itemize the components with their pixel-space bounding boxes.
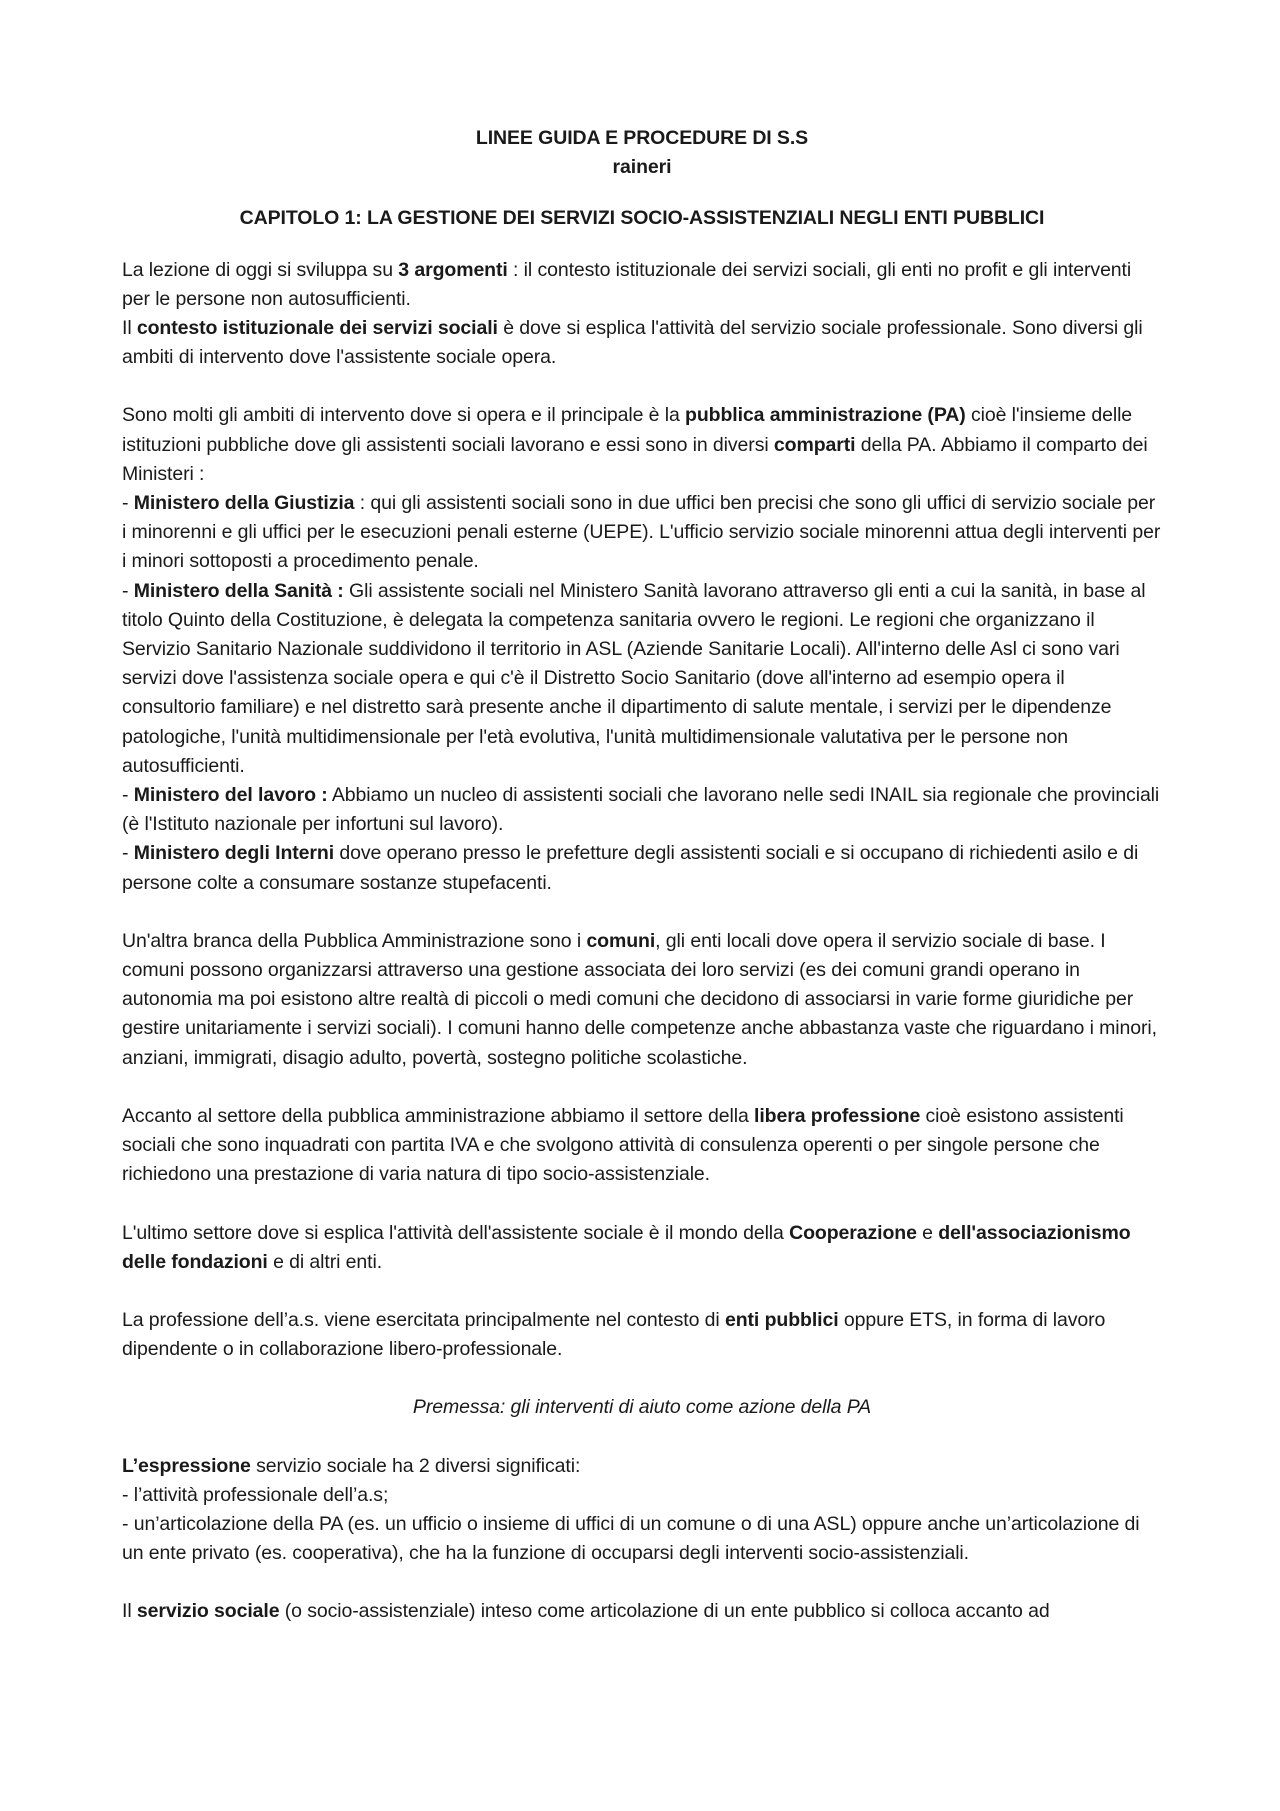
bold-text-run: enti pubblici	[724, 1308, 839, 1331]
paragraph-libera-professione	[122, 1102, 1162, 1190]
text-run: Gli assistente sociali nel Ministero Sanità lavorano attraverso gli enti a cui la sanità, in base al titolo Quinto della Costituzione, è delegata la competenza sanitaria ovvero le regioni. Le regioni che organizzano il Servizio Sanitario Nazionale suddividono il territorio in ASL (Aziende Sanitarie Locali). All'interno delle Asl ci sono vari servizi dove l'assistenza sociale opera e qui c'è il Distretto Socio Sanitario (dove all'interno ad esempio opera il consultorio familiare) e nel distretto sarà presente anche il dipartimento di salute mentale, i servizi per le dipendenze patologiche, l'unità multidimensionale per l'età evolutiva, l'unità multidimensionale valutativa per le persone non autosufficienti.	[122, 579, 1146, 777]
bold-text-run: comparti	[773, 433, 856, 456]
bold-text-run: 3 argomenti	[398, 258, 508, 281]
paragraph-cooperazione	[122, 1219, 1162, 1277]
text-run: dove operano presso le prefetture degli assistenti sociali e si occupano di richiedenti asilo e di persone colte a consumare sostanze stupefacenti.	[122, 842, 1139, 894]
text-run: Abbiamo un nucleo di assistenti sociali che lavorano nelle sedi INAIL sia regionale che provinciali (è l'Istituto nazionale per infortuni sul lavoro).	[122, 784, 1160, 836]
text-run: Un'altra branca della Pubblica Amministrazione sono i	[122, 929, 587, 952]
paragraph-espressione	[122, 1452, 1162, 1569]
spacer	[122, 1568, 1162, 1597]
text-run: servizio sociale ha 2 diversi significati:	[250, 1454, 581, 1477]
text-run: è dove si esplica l'attività del servizio sociale professionale. Sono diversi gli ambiti di intervento dove l'assistente sociale opera.	[122, 317, 1143, 369]
text-run: , gli enti locali dove opera il servizio sociale di base. I comuni possono organizzarsi attraverso una gestione associata dei loro servizi (es dei comuni grandi operano in autonomia ma poi esistono altre realtà di piccoli o medi comuni che decidono di associarsi in varie forme giuridiche per gestire unitariamente i servizi sociali). I comuni hanno delle competenze anche abbastanza vaste che riguardano i minori, anziani, immigrati, disagio adulto, povertà, sostegno politiche scolastiche.	[122, 929, 1157, 1069]
bold-text-run: pubblica amministrazione (PA)	[685, 404, 966, 427]
text-run: - un’articolazione della PA (es. un ufficio o insieme di uffici di un comune o di una ASL) oppure anche un’articolazione di un ente privato (es. cooperativa), che ha la funzione di occuparsi degli interventi socio-assistenziali.	[122, 1512, 1140, 1565]
document-page	[122, 124, 1162, 1627]
text-run: -	[122, 784, 134, 807]
text-run: L'ultimo settore dove si esplica l'attività dell'assistente sociale è il mondo della	[122, 1221, 790, 1244]
text-run: La professione dell’a.s. viene esercitata principalmente nel contesto di	[122, 1308, 725, 1331]
text-run: Accanto al settore della pubblica amministrazione abbiamo il settore della	[122, 1104, 755, 1127]
text-run: cioè esistono assistenti sociali che sono inquadrati con partita IVA e che svolgono attività di consulenza operenti o per singole persone che richiedono una prestazione di varia natura di tipo socio-assistenziale.	[122, 1104, 1124, 1186]
document-author: raineri	[612, 156, 672, 179]
text-run: -	[122, 842, 134, 865]
text-run: Il	[122, 317, 137, 340]
bold-text-run: Ministero della Sanità :	[133, 579, 344, 602]
paragraph-comuni	[122, 927, 1162, 1073]
text-run: -	[122, 579, 134, 602]
bold-text-run: comuni	[586, 929, 656, 952]
text-run: La lezione di oggi si sviluppa su	[122, 258, 399, 281]
bold-text-run: Ministero del lavoro :	[133, 784, 328, 807]
text-run: della PA. Abbiamo il comparto dei Ministeri :	[122, 433, 1148, 485]
text-run: - l’attività professionale dell’a.s;	[122, 1483, 389, 1506]
text-run: Sono molti gli ambiti di intervento dove si opera e il principale è la	[122, 404, 686, 427]
text-run: (o socio-assistenziale) inteso come articolazione di un ente pubblico si colloca accanto ad	[279, 1600, 1050, 1623]
bold-text-run: L’espressione	[122, 1454, 251, 1477]
spacer	[122, 898, 1162, 927]
text-run: Il	[122, 1600, 137, 1623]
bold-text-run: Ministero della Giustizia	[133, 492, 355, 515]
spacer	[122, 1364, 1162, 1393]
text-run: : qui gli assistenti sociali sono in due uffici ben precisi che sono gli uffici di servizio sociale per i minorenni e gli uffici per le esecuzioni penali esterne (UEPE). L'ufficio servizio sociale minorenni attua degli interventi per i minori sottoposti a procedimento penale.	[122, 492, 1161, 573]
bold-text-run: Cooperazione	[789, 1221, 917, 1244]
text-run: e di altri enti.	[267, 1250, 383, 1273]
text-run: -	[122, 492, 134, 515]
paragraph-servizio-sociale	[122, 1597, 1162, 1626]
document-title: LINEE GUIDA E PROCEDURE DI S.S	[475, 127, 809, 149]
spacer	[122, 1423, 1162, 1452]
spacer	[122, 1277, 1162, 1306]
paragraph-professione	[122, 1306, 1162, 1364]
bold-text-run: dell'associazionismo delle fondazioni	[122, 1221, 1131, 1273]
spacer	[122, 1190, 1162, 1219]
text-run: oppure ETS, in forma di lavoro dipendente o in collaborazione libero-professionale.	[122, 1308, 1106, 1361]
spacer	[122, 234, 1162, 256]
spacer	[122, 372, 1162, 401]
text-run: : il contesto istituzionale dei servizi sociali, gli enti no profit e gli interventi per le persone non autosufficienti.	[122, 258, 1132, 310]
bold-text-run: libera professione	[754, 1104, 921, 1127]
bold-text-run: servizio sociale	[136, 1600, 280, 1623]
text-run: cioè l'insieme delle istituzioni pubbliche dove gli assistenti sociali lavorano e essi sono in diversi	[122, 404, 1133, 456]
text-run: e	[916, 1221, 939, 1244]
bold-text-run: Ministero degli Interni	[133, 842, 335, 865]
bold-text-run: contesto istituzionale dei servizi sociali	[136, 317, 498, 340]
spacer	[122, 182, 1162, 204]
section-subheading: Premessa: gli interventi di aiuto come azione della PA	[412, 1396, 872, 1419]
chapter-heading: CAPITOLO 1: LA GESTIONE DEI SERVIZI SOCIO-ASSISTENZIALI NEGLI ENTI PUBBLICI	[239, 207, 1045, 230]
spacer	[122, 1073, 1162, 1102]
paragraph-ministeri	[122, 401, 1162, 897]
paragraph-intro	[122, 256, 1162, 373]
